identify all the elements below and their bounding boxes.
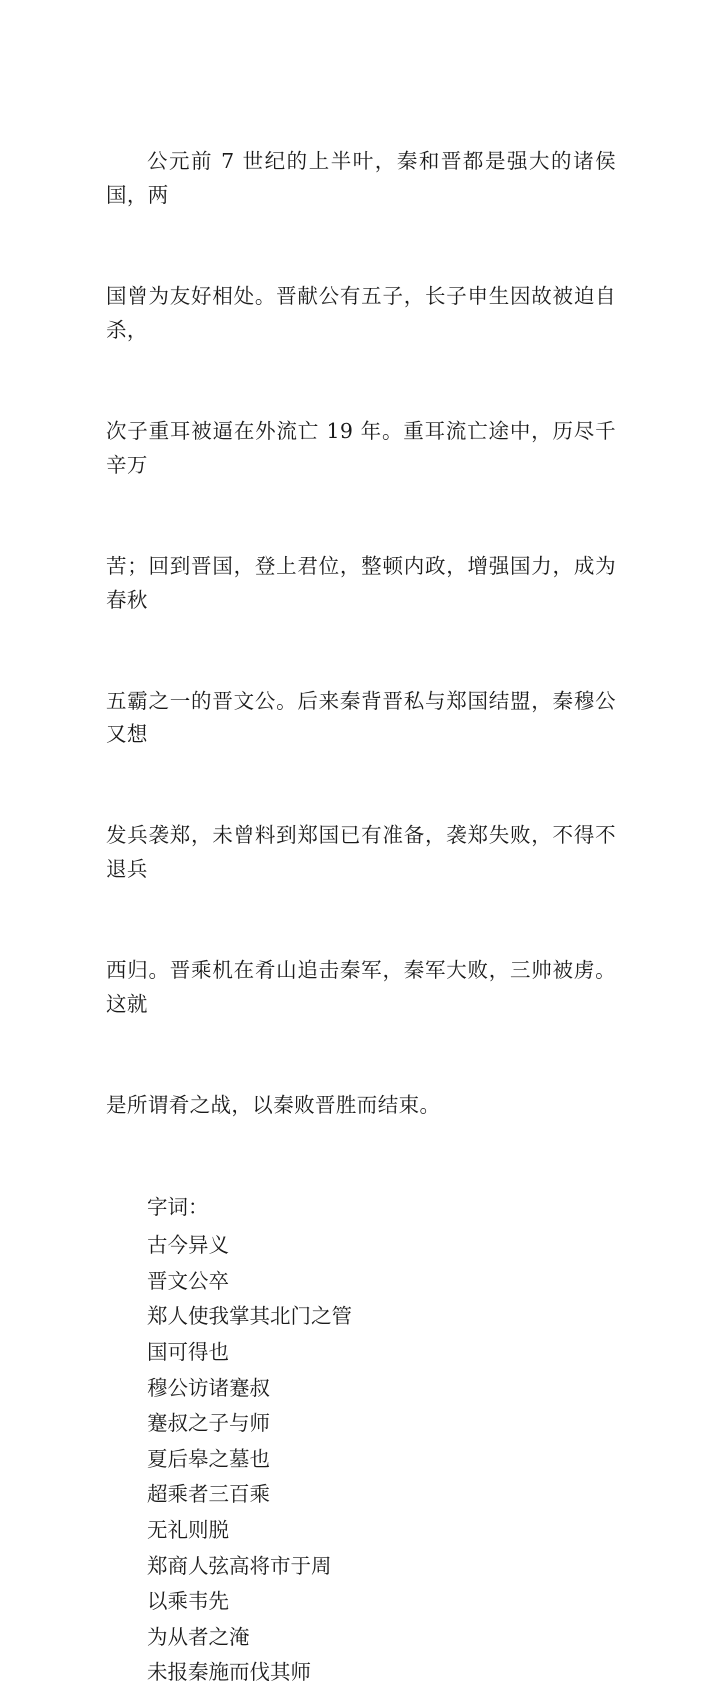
term-item: 未报秦施而伐其师 bbox=[147, 1660, 311, 1685]
term-item: 夏后皋之墓也 bbox=[147, 1446, 270, 1471]
paragraph-line: 五霸之一的晋文公。后来秦背晋私与郑国结盟，秦穆公又想 bbox=[106, 688, 616, 747]
term-item: 穆公访诸蹇叔 bbox=[147, 1375, 270, 1400]
term-item: 蹇叔之子与师 bbox=[147, 1411, 270, 1436]
term-list bbox=[106, 1228, 616, 1691]
intro-paragraph bbox=[106, 78, 616, 1190]
term-item: 为从者之淹 bbox=[147, 1624, 250, 1649]
paragraph-line: 苦；回到晋国，登上君位，整顿内政，增强国力，成为春秋 bbox=[106, 553, 616, 612]
term-item: 古今异义 bbox=[147, 1233, 229, 1258]
term-item: 郑人使我掌其北门之管 bbox=[147, 1304, 352, 1329]
paragraph-line: 发兵袭郑，未曾料到郑国已有准备，袭郑失败，不得不退兵 bbox=[106, 823, 616, 882]
term-item: 晋文公卒 bbox=[147, 1268, 229, 1293]
term-item: 无礼则脱 bbox=[147, 1517, 229, 1542]
paragraph-line: 国曾为友好相处。晋献公有五子，长子申生因故被迫自杀， bbox=[106, 284, 616, 342]
term-item: 郑商人弦高将市于周 bbox=[147, 1553, 332, 1578]
paragraph-line: 是所谓肴之战，以秦败晋胜而结束。 bbox=[106, 1093, 441, 1118]
term-item: 以乘韦先 bbox=[147, 1589, 229, 1614]
paragraph-line: 公元前 7 世纪的上半叶，秦和晋都是强大的诸侯国，两 bbox=[106, 149, 616, 208]
paragraph-line: 次子重耳被逼在外流亡 19 年。重耳流亡途中，历尽千辛万 bbox=[106, 419, 616, 477]
term-item: 国可得也 bbox=[147, 1339, 229, 1364]
document-page bbox=[106, 78, 616, 1691]
section-label: 字词： bbox=[147, 1195, 209, 1220]
term-item: 超乘者三百乘 bbox=[147, 1482, 270, 1507]
paragraph-line: 西归。晋乘机在肴山追击秦军，秦军大败，三帅被虏。这就 bbox=[106, 958, 616, 1016]
